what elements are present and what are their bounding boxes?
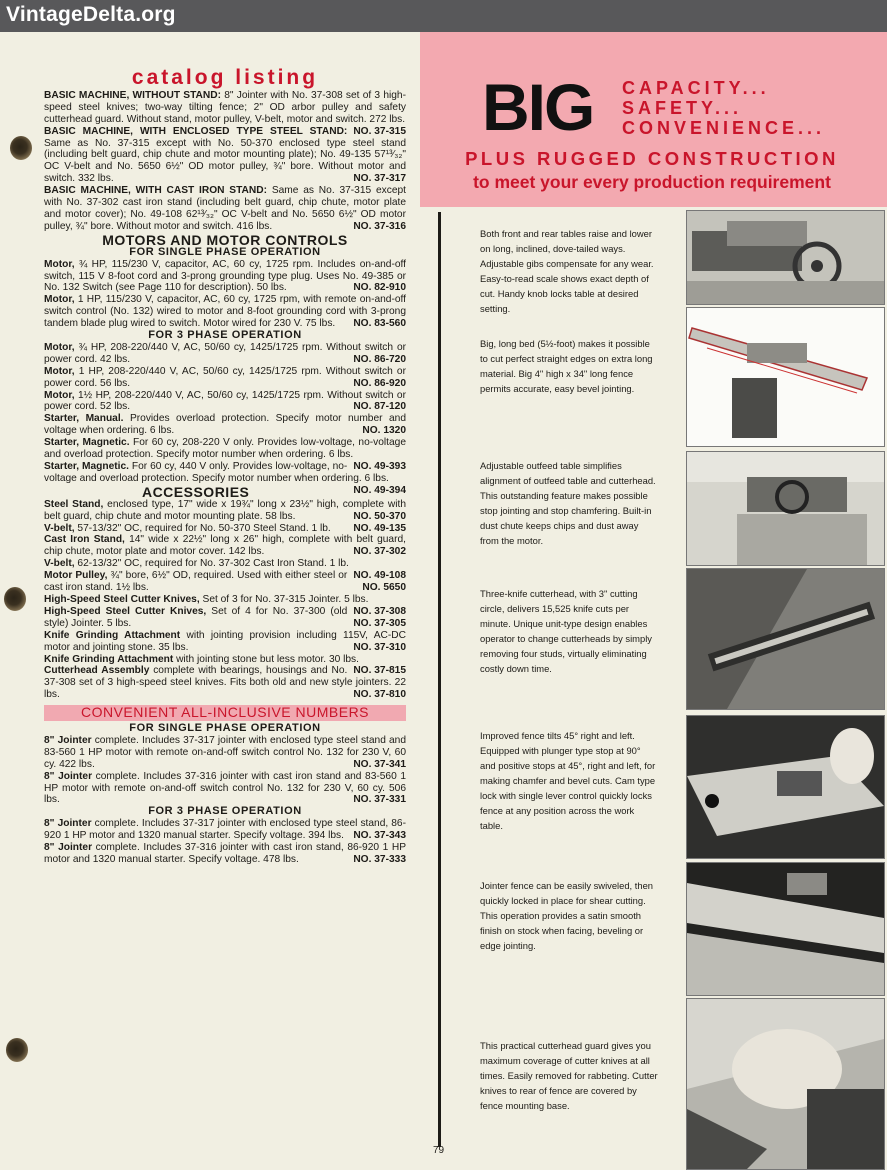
catalog-number: NO. 37-302 [353,546,406,558]
entry-description: 1 HP, 208-220/440 V, AC, 50/60 cy, 1425/1725 rpm. Without switch or power cord. 56 lbs. [44,365,406,389]
catalog-number: NO. 83-560 [353,318,406,330]
photo-outfeed-table [686,451,885,566]
catalog-entry [44,342,406,366]
entry-description: 8" Jointer with No. 37-308 set of 3 high-speed steel knives; two-way tilting fence; 2" OD arbor pulley and safety cutterhead guard. Without stand, motor pulley, V-belt, motor and switch. 272 lbs. [44,89,406,125]
catalog-entry [44,294,406,330]
column-divider [438,212,441,1147]
entry-description: 57-13/32" OC, required for No. 50-370 Steel Stand. 1 lb. [74,522,331,534]
catalog-number: NO. 37-316 [353,220,406,232]
catalog-number: NO. 50-370 [353,510,406,522]
entry-description: with jointing stone but less motor. 30 lbs. [173,653,359,665]
entry-lead: BASIC MACHINE, WITHOUT STAND: [44,89,221,101]
entry-description: 1 HP, 115/230 V, capacitor, AC, 60 cy, 1725 rpm, with remote on-and-off switch control (No. 132) wired to motor and 8-foot grounding cord with 3-prong tandem blade plug wired to switch. Motor wired for 230 V. 75 lbs. [44,294,406,330]
entry-description: with jointing provision including 115V, AC-DC motor and jointing stone. 35 lbs. [44,629,406,653]
entry-description: complete with bearings, housings and No. 37-308 set of 3 high-speed steel knives. Fits both old and new style jointers. 22 lbs. [44,665,406,701]
catalog-title: catalog listing [131,66,319,89]
catalog-number: NO. 86-720 [353,353,406,365]
entry-lead: BASIC MACHINE, WITH CAST IRON STAND: [44,185,268,197]
catalog-number: NO. 87-120 [353,401,406,413]
hero-big-word: BIG [482,70,594,144]
catalog-number: NO. 37-305 [353,617,406,629]
catalog-entry [44,771,406,807]
catalog-listing-column [44,66,407,866]
catalog-number: NO. 37-810 [353,689,406,701]
entry-lead: Knife Grinding Attachment [44,629,181,641]
photo-cutterhead [686,568,885,710]
entry-description: 62-13/32" OC, required for No. 37-302 Cast Iron Stand. 1 lb. [74,558,349,570]
entry-description: Same as No. 37-315 except with No. 50-370 enclosed type steel stand (including belt guard, chip chute and motor mounting plate); No. 49-135 57¹³⁄₃₂" OC V-belt and No. 5650 6½" OD motor pulley, ¾" bore. Without motor and switch. 332 lbs. [44,137,406,185]
entry-description: Provides overload protection. Specify motor number and voltage when ordering. 6 lbs. [44,413,406,437]
catalog-number: NO. 49-394 [353,484,406,496]
binder-hole [4,587,26,611]
site-header-bar [0,0,887,32]
tagline-capacity: CAPACITY... [622,78,770,98]
convenient-numbers-banner: CONVENIENT ALL-INCLUSIVE NUMBERS [44,705,406,721]
catalog-entry [44,630,406,654]
entry-lead: Motor, [44,389,75,401]
convenient-single-phase-heading: FOR SINGLE PHASE OPERATION [129,722,321,735]
catalog-number: NO. 37-308 [353,605,406,617]
entry-lead: Motor, [44,294,75,306]
hero-subtitle: to meet your every production requirement [473,172,831,192]
catalog-entry [44,413,406,437]
entry-lead: BASIC MACHINE, WITH ENCLOSED TYPE STEEL STAND: [44,125,348,137]
photo-fence-swivel [686,862,885,996]
feature-column [420,32,887,1170]
catalog-entry [44,523,406,535]
catalog-number: NO. 5650 [362,582,406,594]
entry-description: ¾ HP, 115/230 V, capacitor, AC, 60 cy, 1725 rpm. Includes on-and-off switch, 115 V 8-foot cord and 3-prong grounding type plug. Uses No. 49-385 or No. 132 Switch (see Page 110 for description). 50 lbs. [44,258,406,294]
entry-lead: Cutterhead Assembly [44,665,150,677]
entry-lead: V-belt, [44,522,75,534]
entry-lead: Motor Pulley, [44,570,108,582]
tagline-safety: SAFETY... [622,98,743,118]
convenient-single-list [44,735,406,806]
catalog-number: NO. 49-108 [353,570,406,582]
entry-description: Same as No. 37-315 except with No. 37-302 cast iron stand (including belt guard, chip chute, motor plate and motor cover); No. 49-108 62¹³⁄₃₂" OC V-belt and No. 5650 6½" OD motor pulley, ¾" bore. Without motor and switch. 416 lbs. [44,185,406,232]
catalog-entry [44,437,406,472]
hero-banner [420,32,887,207]
entry-description: ¾" bore, 6½" OD, required. Used with either steel or cast iron stand. 1½ lbs. [44,570,348,594]
single-phase-heading: FOR SINGLE PHASE OPERATION [129,245,321,258]
catalog-entry [44,570,406,594]
catalog-number: NO. 86-920 [353,377,406,389]
catalog-entry [44,818,406,842]
catalog-number: NO. 37-315 [353,125,406,137]
convenient-three-list [44,818,406,866]
binder-hole [6,1038,28,1062]
feature-text: Adjustable outfeed table simplifies alignment of outfeed table and cutterhead. This outstanding feature makes possible stop jointing and stop chamfering. Built-in dust chute keeps chips and dust away from the motor. [480,460,656,546]
catalog-entry [44,259,406,295]
entry-lead: Cast Iron Stand, [44,534,125,546]
motors-heading: MOTORS AND MOTOR CONTROLS [102,231,348,248]
entry-lead: 8" Jointer [44,734,92,746]
catalog-number: NO. 37-341 [353,758,406,770]
entry-description: Set of 4 for No. 37-300 (old style) Jointer. 5 lbs. [44,605,348,629]
feature-text: This practical cutterhead guard gives you maximum coverage of cutter knives at all times. Easily removed for rabbeting. Cutter knives to rear of fence are covered by fence mounting base. [480,1040,658,1111]
entry-lead: Starter, Manual. [44,413,124,425]
catalog-number: NO. 49-135 [353,522,406,534]
catalog-entry [44,665,406,701]
entry-description: complete. Includes 37-317 jointer with enclosed type steel stand, 86-920 1 HP motor and 1320 manual starter. Specify voltage. 394 lbs. [44,818,406,842]
feature-text: Both front and rear tables raise and lower on long, inclined, dove-tailed ways. Adjustable gibs compensate for any wear. Easy-to-read scale shows exact depth of cut. Handy knob locks table at desired setting. [480,228,654,314]
catalog-entry [44,126,406,186]
catalog-entry [44,842,406,866]
catalog-page [0,32,887,1170]
catalog-number: NO. 82-910 [353,282,406,294]
entry-lead: Motor, [44,365,75,377]
entry-description: complete. Includes 37-317 jointer with enclosed type steel stand and 83-560 1 HP motor with remote on-and-off switch control No. 132 for 230 V, 60 cy. 422 lbs. [44,734,406,770]
catalog-entry [44,735,406,771]
entry-description: complete. Includes 37-316 jointer with cast iron stand, 86-920 1 HP motor and 1320 manual starter. Specify voltage. 478 lbs. [44,842,407,865]
feature-text: Improved fence tilts 45° right and left. Equipped with plunger type stop at 90° and positive stops at 45°, right and left, for making chamfer and bevel cuts. Cam type lock with single lever control quickly locks fence at any position across the work table. [480,730,656,831]
entry-description: enclosed type, 17" wide x 19¾" long x 23½" high, complete with belt guard, chip chute and motor mounting plate. 58 lbs. [44,498,406,522]
convenient-three-phase-heading: FOR 3 PHASE OPERATION [148,805,302,818]
entry-lead: Steel Stand, [44,498,104,510]
hero-taglines [622,78,825,138]
entry-lead: Starter, Magnetic. [44,437,130,449]
single-phase-motor-list [44,259,406,330]
entry-description: For 60 cy, 208-220 V only. Provides low-voltage, no-voltage and overload protection. Specify motor number when ordering. 6 lbs. [44,437,406,461]
accessories-heading: ACCESSORIES [141,483,250,500]
entry-description: 1½ HP, 208-220/440 V, AC, 50/60 cy, 1425/1725 rpm. Without switch or power cord. 52 lbs. [44,389,406,413]
entry-lead: 8" Jointer [44,842,93,854]
entry-description: For 60 cy, 440 V only. Provides low-voltage, no-voltage and overload protection. Specify motor number when ordering. 6 lbs. [44,461,389,484]
entry-description: 14" wide x 22½" long x 26" high, complete with belt guard, chip chute, motor plate and motor cover. 142 lbs. [44,534,406,558]
catalog-entry [44,606,406,630]
accessories-list [44,499,406,701]
catalog-entry [44,185,406,233]
entry-lead: High-Speed Steel Cutter Knives, [44,605,207,617]
entry-lead: 8" Jointer [44,818,92,830]
catalog-entry [44,499,406,523]
entry-lead: V-belt, [44,558,75,570]
photo-table-raise [686,210,885,305]
entry-lead: Motor, [44,341,75,353]
three-phase-heading: FOR 3 PHASE OPERATION [148,329,302,342]
catalog-number: NO. 37-815 [353,665,406,677]
feature-text: Jointer fence can be easily swiveled, then quickly locked in place for shear cutting. This operation provides a satin smooth finish on stock when facing, beveling or edge jointing. [480,880,654,951]
entry-lead: 8" Jointer [44,770,93,782]
entry-description: Set of 3 for No. 37-315 Jointer. 5 lbs. [199,593,369,605]
photo-fence-tilt [686,715,885,859]
catalog-entry [44,534,406,558]
catalog-number: NO. 1320 [362,425,406,437]
catalog-number: NO. 37-331 [353,794,406,806]
photo-cutterhead-guard [686,998,885,1170]
feature-text: Big, long bed (5½-foot) makes it possible to cut perfect straight edges on extra long material. Big 4" high x 34" long fence permits accurate, easy bevel jointing. [480,338,653,394]
catalog-number: NO. 37-317 [353,173,406,185]
feature-text: Three-knife cutterhead, with 3" cutting circle, delivers 15,525 knife cuts per minute. Unique unit-type design enables operator to change cutterheads by simply removing four studs, virtually eliminating costly down time. [480,588,652,674]
hero-plus-line: PLUS RUGGED CONSTRUCTION [465,148,839,169]
catalog-number: NO. 37-333 [353,854,406,865]
site-name[interactable]: VintageDelta.org [6,3,176,26]
tagline-convenience: CONVENIENCE... [622,118,826,138]
catalog-number: NO. 37-310 [353,641,406,653]
entry-description: ¾ HP, 208-220/440 V, AC, 50/60 cy, 1425/1725 rpm. Without switch or power cord. 42 lbs. [44,341,406,365]
basic-machine-list [44,90,406,233]
entry-lead: Starter, Magnetic. [44,461,129,472]
entry-lead: High-Speed Steel Cutter Knives, [44,593,200,605]
entry-lead: Knife Grinding Attachment [44,653,174,665]
photo-long-bed [686,307,885,447]
entry-lead: Motor, [44,258,75,270]
binder-hole [10,136,32,160]
catalog-entry [44,366,406,390]
page-number: 79 [433,1145,445,1156]
catalog-number: NO. 49-393 [353,461,406,472]
entry-description: complete. Includes 37-316 jointer with cast iron stand and 83-560 1 HP motor with remote on-and-off switch control No. 132 for 230 V, 60 cy. 506 lbs. [44,770,407,806]
catalog-number: NO. 37-343 [353,830,406,842]
catalog-entry [44,390,406,414]
